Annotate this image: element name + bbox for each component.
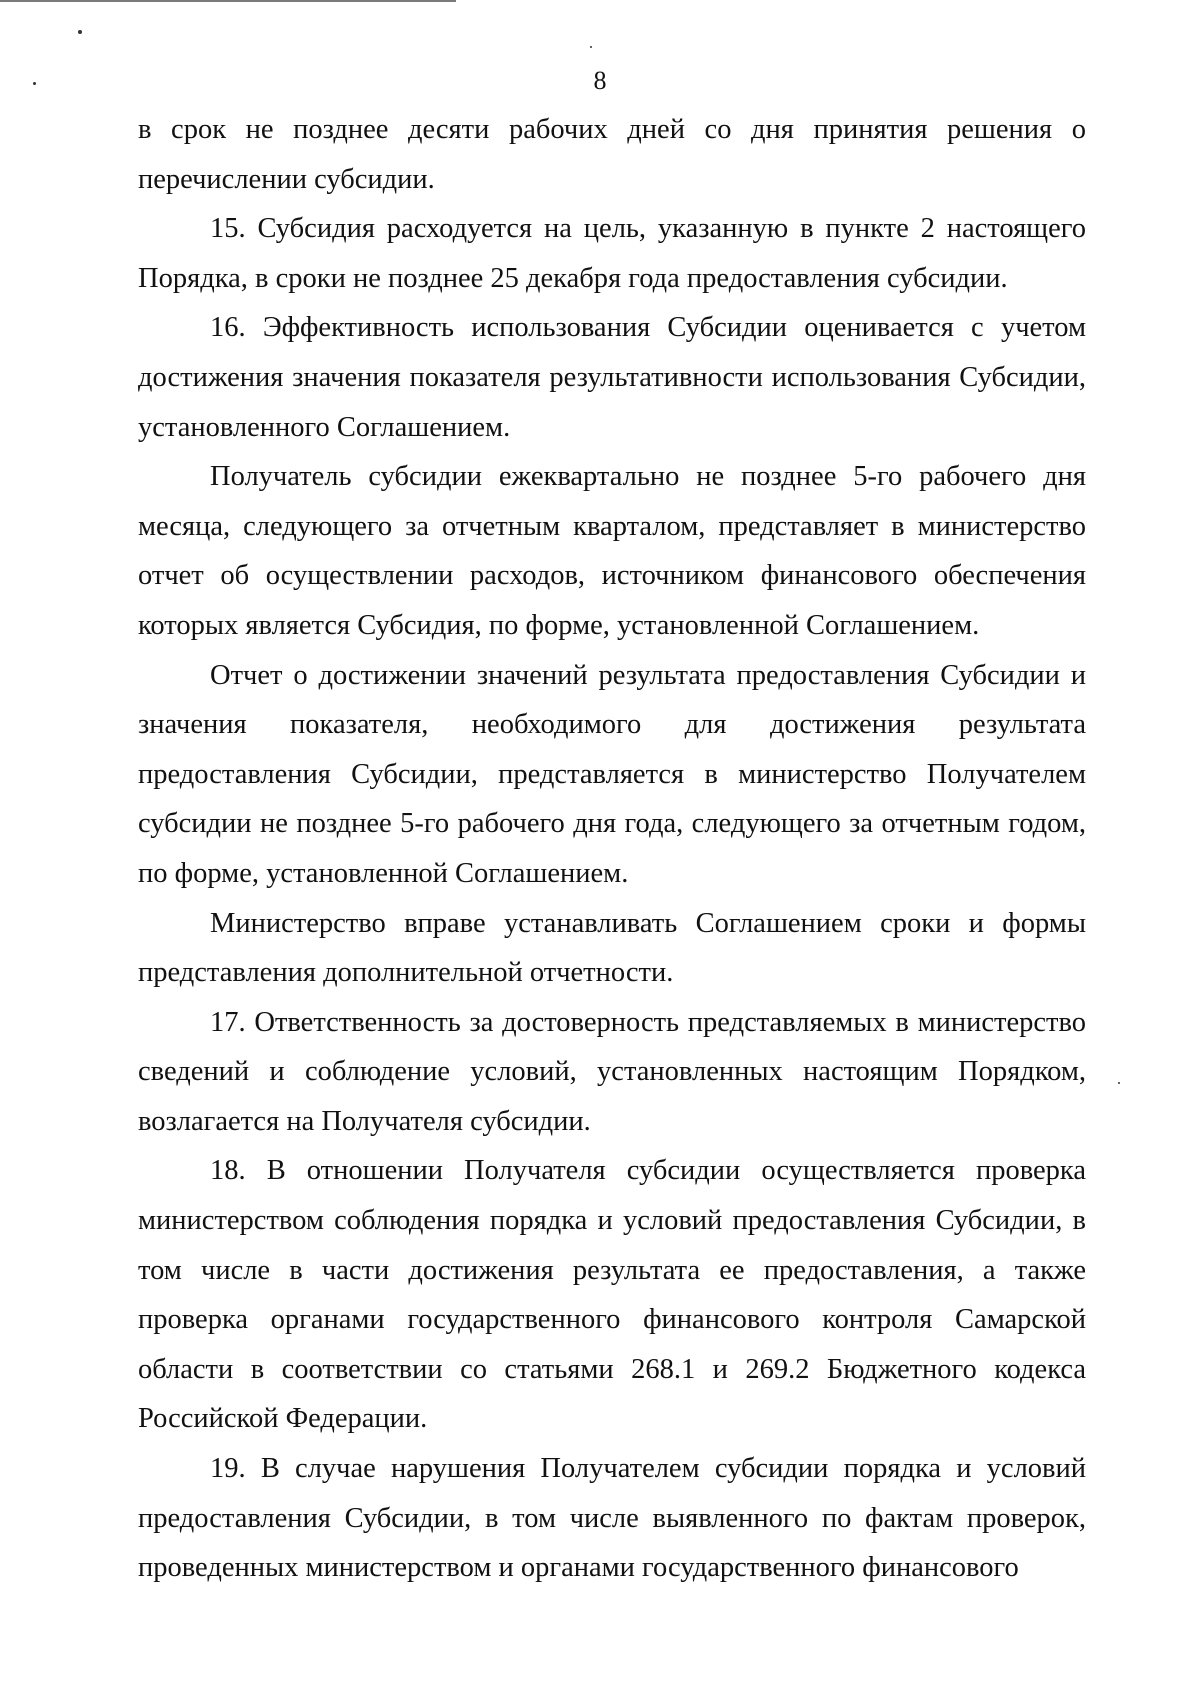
scan-edge-line	[0, 0, 456, 2]
paragraph: Получатель субсидии ежеквартально не позднее 5-го рабочего дня месяца, следующего за отчетным кварталом, представляет в министерство отчет об осуществлении расходов, источником финансового обеспечения которых является Субсидия, по форме, установленной Соглашением.	[138, 461, 1086, 641]
paragraph: 16. Эффективность использования Субсидии оценивается с учетом достижения значения показателя результативности использования Субсидии, установленного Соглашением.	[138, 312, 1086, 443]
paragraph: Отчет о достижении значений результата предоставления Субсидии и значения показателя, необходимого для достижения результата предоставления Субсидии, представляется в министерство Получателем субсидии не позднее 5-го рабочего дня года, следующего за отчетным годом, по форме, установленной Соглашением.	[138, 659, 1086, 889]
scan-speck	[1118, 1082, 1120, 1084]
paragraph: в срок не позднее десяти рабочих дней со дня принятия решения о перечислении субсидии.	[138, 114, 1086, 195]
paragraph: 19. В случае нарушения Получателем субсидии порядка и условий предоставления Субсидии, в том числе выявленного по фактам проверок, проведенных министерством и органами государственного финансового	[138, 1453, 1086, 1584]
page-number: 8	[593, 66, 607, 95]
paragraph: 18. В отношении Получателя субсидии осуществляется проверка министерством соблюдения порядка и условий предоставления Субсидии, в том числе в части достижения результата ее предоставления, а также проверка органами государственного финансового контроля Самарской области в соответствии со статьями 268.1 и 269.2 Бюджетного кодекса Российской Федерации.	[138, 1155, 1086, 1435]
paragraph: 15. Субсидия расходуется на цель, указанную в пункте 2 настоящего Порядка, в сроки не позднее 25 декабря года предоставления субсидии.	[138, 213, 1086, 294]
paragraph: 17. Ответственность за достоверность представляемых в министерство сведений и соблюдение условий, установленных настоящим Порядком, возлагается на Получателя субсидии.	[138, 1006, 1086, 1137]
scan-speck	[78, 30, 82, 34]
scan-speck	[590, 46, 592, 48]
document-body	[138, 105, 1086, 1593]
paragraph: Министерство вправе устанавливать Соглашением сроки и формы представления дополнительной отчетности.	[138, 907, 1086, 989]
